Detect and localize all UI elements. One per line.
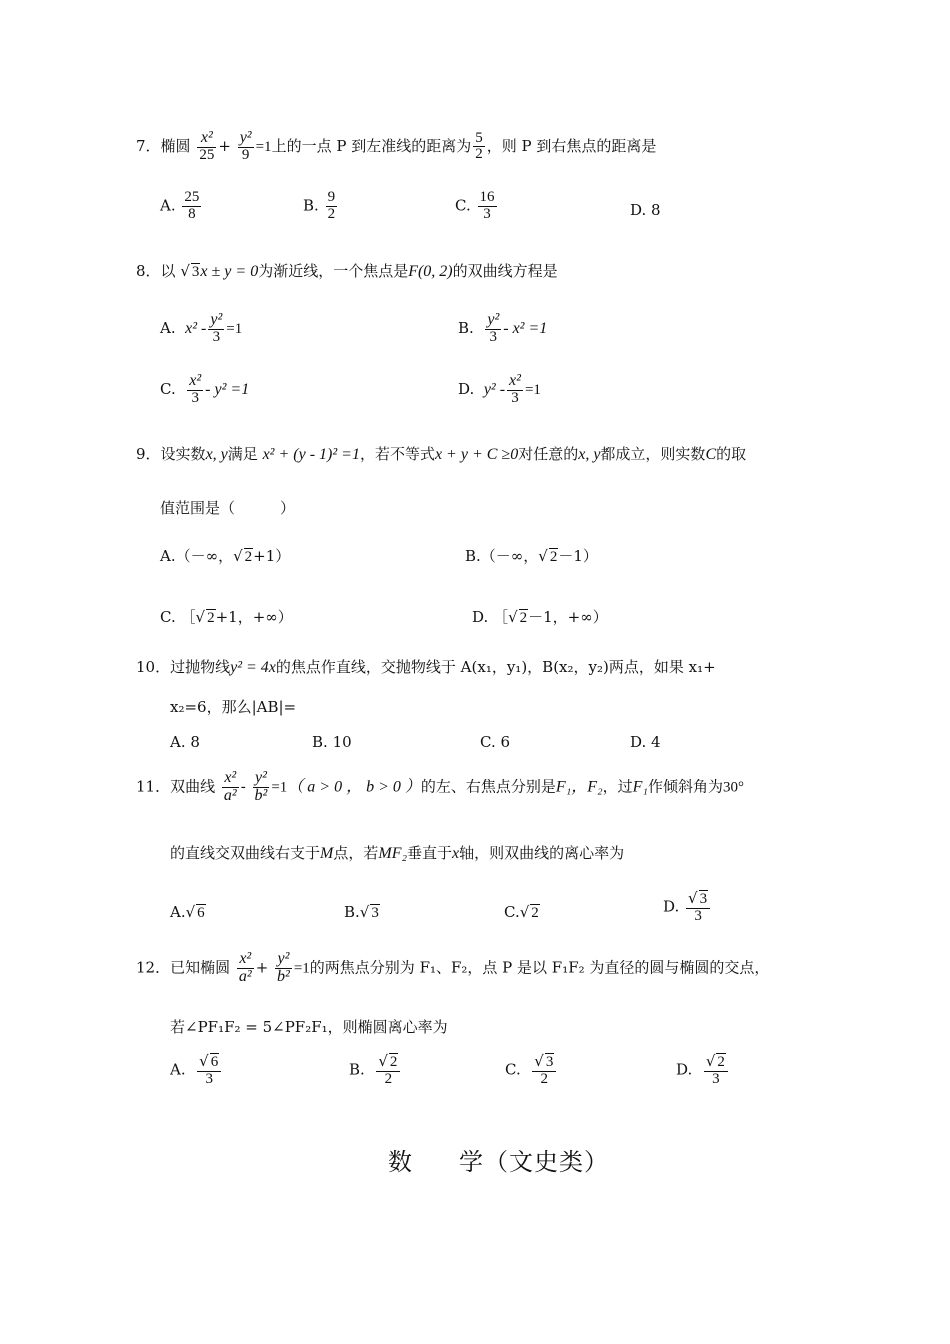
q11-option-b: B.√ 3 <box>344 903 379 921</box>
q12-option-a: A. $\frac{√ 6}{3}$ <box>170 1053 223 1088</box>
question-8-stem: 8．以 √ 3x ± y = 0为渐近线，一个焦点是F(0, 2)的双曲线方程是 <box>136 262 558 280</box>
question-11-stem: 11．双曲线 $\frac{\text{x²}}{\text{a²}}$ - $\frac{\text{y²}}{\text{b²}}$ =1（ a > 0 ， b > 0 ）的左、右焦点分别是F₁，F₂，过F₁作倾斜角为30° <box>136 769 744 804</box>
section-title: 数 学（文史类） <box>388 1148 609 1176</box>
q10-option-a: A. 8 <box>170 733 200 751</box>
q8-option-a: A. x² - $\frac{\text{y²}}{3}$ =1 <box>160 311 243 345</box>
q7-option-b: B. $\frac{9}{2}$ <box>303 189 336 222</box>
q10-option-d: D. 4 <box>630 733 661 751</box>
q11-option-c: C.√ 2 <box>504 903 539 921</box>
q7-option-c: C. $\frac{16}{3}$ <box>455 189 495 222</box>
q12-option-b: B. $\frac{√ 2}{2}$ <box>349 1053 402 1088</box>
question-12-line2: 若∠PF₁F₂ = 5∠PF₂F₁，则椭圆离心率为 <box>170 1018 448 1036</box>
q9-option-d: D. ［√ 2－1，+∞） <box>472 608 608 626</box>
fraction: $\frac{5}{2}$ <box>475 129 483 163</box>
question-9-line2: 值范围是（ ） <box>160 499 296 517</box>
q7-option-a: A. $\frac{25}{8}$ <box>160 189 200 222</box>
q9-option-a: A.（－∞，√ 2+1） <box>160 547 291 565</box>
fraction: $\frac{\text{y²}}{9}$ <box>239 129 252 163</box>
q9-option-b: B.（－∞，√ 2－1） <box>465 547 598 565</box>
q10-option-b: B. 10 <box>312 733 352 751</box>
question-10-stem: 10．过抛物线y² = 4x的焦点作直线，交抛物线于 A(x₁，y₁)，B(x₂，y₂)两点，如果 x₁+ <box>136 658 716 676</box>
fraction: $\frac{\text{x²}}{25}$ <box>199 129 215 163</box>
q8-option-b: B. $\frac{\text{y²}}{3}$ - x² =1 <box>458 311 548 345</box>
q12-option-c: C. $\frac{√ 3}{2}$ <box>505 1053 558 1088</box>
question-10-line2: x₂=6，那么|AB|= <box>170 698 297 716</box>
question-7-stem: 7．椭圆 $\frac{\text{x²}}{25}$ + $\frac{\text{y²}}{9}$ =1上的一点 P 到左准线的距离为 $\frac{5}{2}$ ，则 P 到右焦点的距离是 <box>136 129 657 163</box>
q8-option-d: D. y² - $\frac{\text{x²}}{3}$ =1 <box>458 372 541 406</box>
q8-option-c: C. $\frac{\text{x²}}{3}$ - y² =1 <box>160 372 250 406</box>
q9-option-c: C. ［√ 2+1，+∞） <box>160 608 293 626</box>
question-12-stem: 12．已知椭圆 $\frac{\text{x²}}{\text{a²}}$ + $\frac{\text{y²}}{\text{b²}}$ =1的两焦点分别为 F₁、F₂，点 P 是以 F₁F₂ 为直径的圆与椭圆的交点， <box>136 950 770 985</box>
question-11-line2: 的直线交双曲线右支于M点，若MF₂垂直于x轴，则双曲线的离心率为 <box>170 844 625 862</box>
q11-option-d: D. $\frac{√ 3}{3}$ <box>663 890 712 925</box>
q12-option-d: D. $\frac{√ 2}{3}$ <box>676 1053 730 1088</box>
question-9-stem: 9．设实数x, y满足 x² + (y - 1)² =1，若不等式x + y + C ≥0对任意的x, y都成立，则实数C的取 <box>136 445 747 463</box>
q11-option-a: A.√ 6 <box>170 903 205 921</box>
q7-option-d: D. 8 <box>630 201 661 219</box>
q10-option-c: C. 6 <box>480 733 511 751</box>
